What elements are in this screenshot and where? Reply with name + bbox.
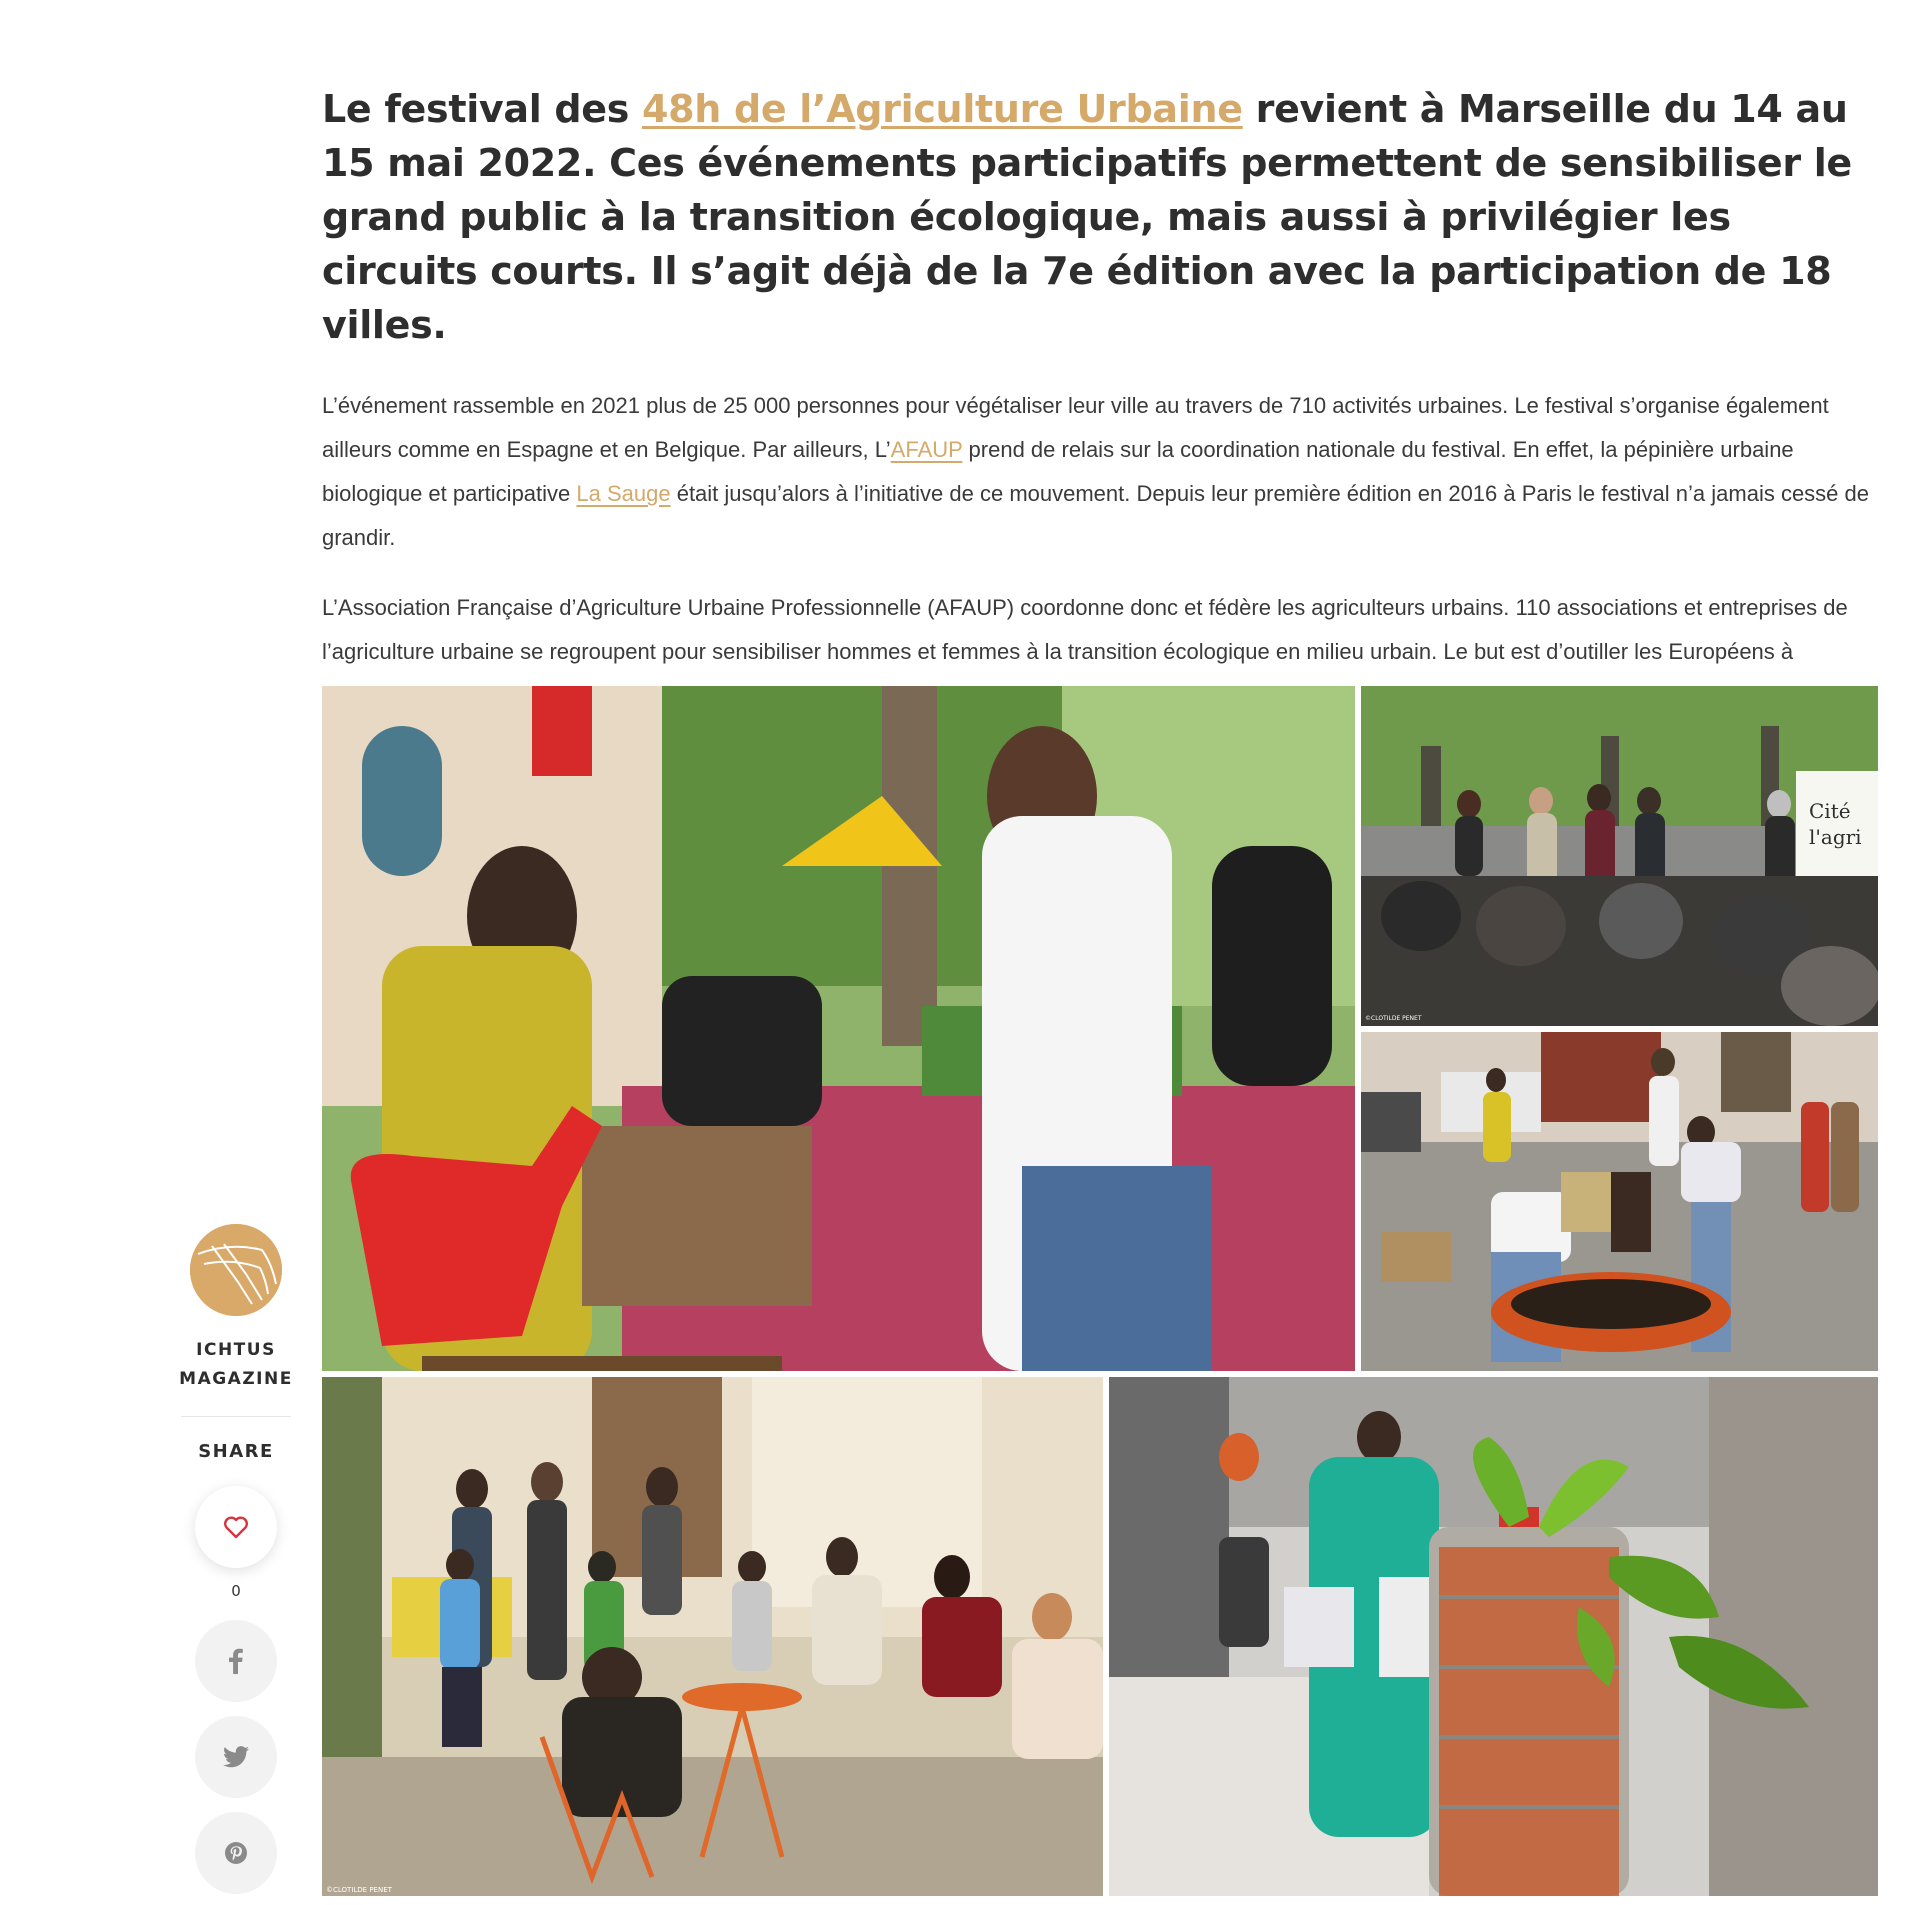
gallery-photo-market-stall[interactable] — [322, 686, 1355, 1371]
facebook-icon — [229, 1648, 243, 1674]
twitter-icon — [223, 1746, 249, 1768]
lead-text-start: Le festival des — [322, 87, 643, 131]
lead-text-end: revient à Marseille du 14 au 15 mai 2022. Ces événements participatifs permettent de sensibiliser le grand public à la transition écologique, mais aussi à privilégier les circuits courts. Il s’agit déjà de la 7e édition avec la participation de 18 villes. — [322, 87, 1852, 347]
speakers-image — [1361, 686, 1878, 1026]
photo-2-caption: ©CLOTILDE PENET — [1365, 1015, 1422, 1022]
gallery-photo-courtyard[interactable] — [322, 1377, 1103, 1896]
gallery-photo-tin-can[interactable] — [1109, 1377, 1878, 1896]
author-name[interactable] — [170, 1336, 302, 1394]
paragraph-1-part-3: était jusqu’alors à l’initiative de ce mouvement. Depuis leur première édition en 2016 à Paris le festival n’a jamais cessé de grandir. — [322, 481, 1869, 550]
ichtus-logo-icon — [190, 1224, 282, 1316]
like-button[interactable] — [195, 1486, 277, 1568]
article-lead — [322, 82, 1878, 352]
share-pinterest-button[interactable] — [195, 1812, 277, 1894]
tin-can-image — [1109, 1377, 1878, 1896]
author-name-line-2: MAGAZINE — [179, 1369, 293, 1389]
svg-text:Cité: Cité — [1809, 799, 1851, 823]
street-planting-image — [1361, 1032, 1878, 1371]
afaup-link[interactable]: AFAUP — [890, 437, 963, 462]
heart-icon — [223, 1515, 249, 1539]
la-sauge-link[interactable]: La Sauge — [576, 481, 671, 506]
paragraph-1-part-2: prend de relais sur la coordination nationale du festival. En effet, la pépinière urbaine biologique et participative — [322, 437, 1794, 506]
paragraph-1 — [322, 384, 1878, 560]
sidebar-divider — [181, 1416, 291, 1417]
svg-text:l'agri: l'agri — [1809, 825, 1862, 849]
market-stall-image — [322, 686, 1355, 1371]
photo-4-caption: ©CLOTILDE PENET — [326, 1886, 392, 1894]
share-facebook-button[interactable] — [195, 1620, 277, 1702]
courtyard-image — [322, 1377, 1103, 1896]
author-share-sidebar — [170, 1224, 302, 1894]
article-content — [322, 82, 1878, 718]
like-count: 0 — [231, 1582, 241, 1600]
author-avatar[interactable] — [190, 1224, 282, 1316]
author-name-line-1: ICHTUS — [196, 1340, 276, 1360]
photo-gallery — [322, 686, 1878, 1896]
pinterest-icon — [224, 1841, 248, 1865]
gallery-photo-speakers[interactable] — [1361, 686, 1878, 1026]
festival-link[interactable]: 48h de l’Agriculture Urbaine — [642, 87, 1243, 131]
gallery-photo-street-planting[interactable] — [1361, 1032, 1878, 1371]
paragraph-1-part-1: L’événement rassemble en 2021 plus de 25 000 personnes pour végétaliser leur ville au travers de 710 activités urbaines. Le festival s’organise également ailleurs comme en Espagne et en Belgique. Par ailleurs, L’ — [322, 393, 1829, 462]
share-label: SHARE — [198, 1441, 274, 1462]
share-twitter-button[interactable] — [195, 1716, 277, 1798]
paragraph-2: L’Association Française d’Agriculture Urbaine Professionnelle (AFAUP) coordonne donc et fédère les agriculteurs urbains. 110 associations et entreprises de l’agriculture urbaine se regroupent pour sensibiliser hommes et femmes à la transition écologique en milieu urbain. Le but est d’outiller les Européens à — [322, 595, 1848, 664]
